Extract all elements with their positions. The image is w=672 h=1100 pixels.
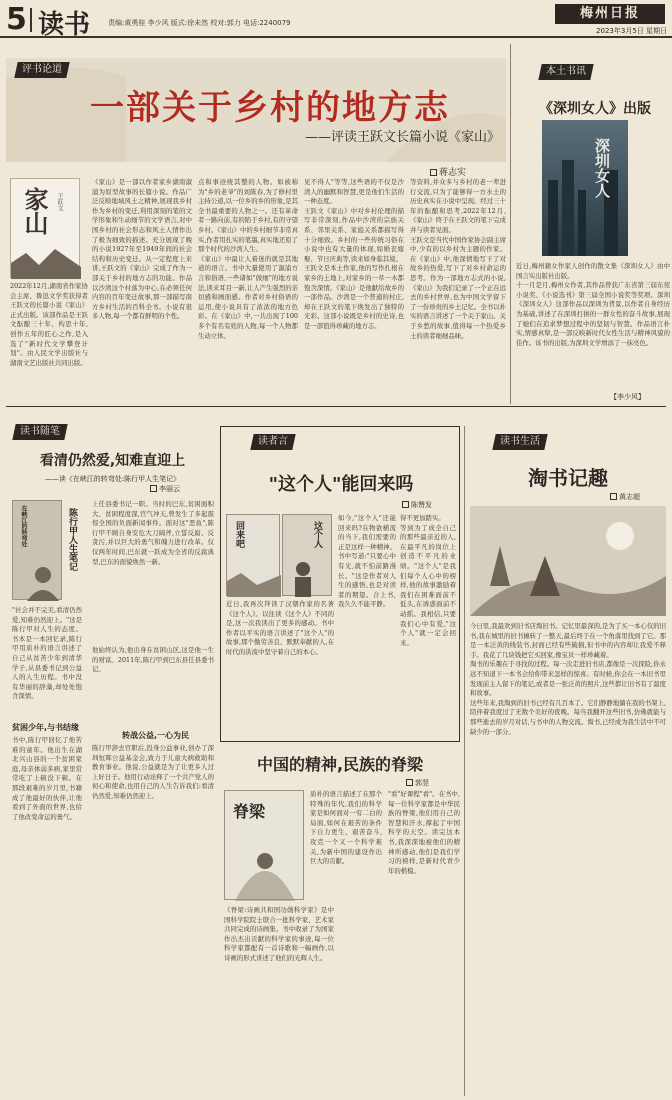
lead-byline: [430, 165, 466, 178]
cover-title: 回来吧: [234, 521, 244, 548]
book-cover-jiliang: [224, 790, 304, 900]
section-tag-lead: 评书论道: [14, 62, 69, 78]
lead-cover-caption: 2022年12月,湖南省作家协会主席、鲁迅文学奖获得者王跃文的长篇小说《家山》正式出版。该部作品是王跃文酝酿三十年、构思十年,创作五年的匠心之作,是入选了"新时代文学攀登计划"。由人民文学出版社与湖南文艺出版社共同出版。: [10, 282, 88, 367]
news-headline: 《深圳女人》出版: [539, 101, 651, 117]
editor-credits: 责编:黄勇桂 李少风 版式:徐未然 校对:郭力 电话:2240079: [108, 19, 291, 27]
cover-mountain-image: [11, 243, 81, 279]
book-cover-jiashan: [10, 178, 80, 278]
byline-box-icon: [406, 779, 413, 786]
life-author-name: 黄志超: [619, 493, 640, 501]
lead-author-name: 蒋志实: [439, 168, 467, 178]
book-cover-b: [282, 514, 332, 596]
essay-subhead-1: 贫困少年,与书结缘: [12, 723, 80, 732]
painting-image: [470, 506, 666, 616]
essay-author-name: 李丽云: [159, 485, 180, 493]
news-author-name: 李少风: [617, 393, 638, 401]
essay-body-col4: 他始终认为,他出身在贫困山区,这是他一生的财富。2011年,陈行甲到巴东县任县委书记。: [92, 646, 214, 674]
spirit-body-col3: "看"好课程"看"。在书中,每一位科学家都是中华民族的脊梁,他们用自己的智慧和汗水,撑起了中国科学的天空。读完这本书,我深深地被他们的精神所感动,他们是我们学习的榜样,是新时代青少年的楷模。: [388, 790, 460, 875]
lead-subtitle: ——评读王跃文长篇小说《家山》: [304, 130, 500, 145]
byline-box-icon: [430, 169, 437, 176]
cover-city-image: [542, 120, 628, 256]
cover-title: 在峡江的转弯处: [20, 505, 27, 547]
essay-headline: 看清仍然爱,知难直迎上: [39, 453, 186, 469]
life-body: 今日里,我最欢到旧书店淘旧书。记忆里最深的,是为了买一本心仪的旧书,我在城里的旧书摊转了一整天,最后终于在一个角落里找到了它。那是一本泛黄的线装书,封面已经有些破损,但书中的内容却让我爱不释手。我花了几块钱把它买回家,像宝贝一样珍藏着。 淘书的乐趣在于寻找的过程。每一次走进旧书店,都像是一次探险,你永远不知道下一本书会给你带来怎样的惊喜。有时候,你会在一本旧书里发现前主人留下的笔记,或者是一张泛黄的照片,这些都让旧书有了温度和故事。 这些年来,我淘到的旧书已经有几百本了。它们静静地躺在我的书架上,陪伴着我度过了无数个美好的夜晚。每当我翻开这些旧书,仿佛就能与那些逝去的岁月对话,与书中的人物交流。淘书,已经成为我生活中不可缺少的一部分。: [470, 622, 666, 736]
cover-figure-image: [283, 555, 333, 597]
spirit-byline: [406, 778, 429, 788]
byline-box-icon: [402, 501, 409, 508]
cover-title: 深圳女人: [593, 138, 611, 198]
section-tag-essay: 读书随笔: [12, 424, 67, 440]
reader-author-name: 陈赞发: [411, 501, 432, 509]
essay-body-col2: "社会并不完美,看清仍然爱,知难仍然迎上。"这是陈行甲对人生的态度。书本是一本回忆录,陈行甲用质朴的语言讲述了自己从贫苦少年到清华学子,从县委书记到公益人的人生历程。书中没有华丽的辞藻,却处处饱含深情。: [12, 606, 82, 701]
life-byline: [610, 492, 640, 502]
lead-headline: 一部关于乡村的地方志: [90, 88, 450, 128]
lead-body-col1: 《家山》是一部以作者家乡湖南溆浦为原型故事的长篇小说。作品广泛反映地域风土之精神,展现我乡村作为乡村的变迁,利用深刻的笔的文学形象和生动细节的文学语言,对中国乡村的社会形态和风土人情作出了极为细致的描述。充分展现了晚的小说1927年至1949年间的社会结构和历史变迁。从一定程度上来讲,王跃文的《家山》完成了作为一部关于乡村的地方志的功能。作品以沙湾这个村落为中心,在必须任何内容的百年变迁故事,那一部描写南方乡村生活的百科全书。小说有很多人物,每一个都有鲜明的个性。: [92, 178, 192, 321]
spirit-author-name: 郭竖: [415, 779, 429, 787]
cover-illustration-image: [225, 831, 305, 901]
life-illustration: [470, 506, 666, 616]
news-body: 近日,梅州籍女作家人创作的散文集《深圳女人》由中国言实出版社出版。 十一月是月,梅州女作者,其作品曾获广东省第三届东莞小说奖、《小说选刊》第三届全国小说奖等奖项。深圳《深圳女人》这部作品以深圳为背景,以作者自身经历为基础,讲述了在深圳打拼的一群女性的奋斗故事,展现了她们在追求梦想过程中的坚韧与智慧。作品语言朴实,情感真挚,是一部反映新时代女性生活与精神风貌的佳作。该书的出版,为深圳文学增添了一抹亮色。: [516, 262, 670, 347]
spirit-body-col1: 《脊梁:诗画共和国功勋科学家》是中国科学院院士联合一批科学家、艺术家共同完成的诗画集。书中收录了为国家作出杰出贡献的科学家的事迹,每一位科学家都配有一首诗歌和一幅画作,以诗画的形式讲述了他们的光辉人生。: [224, 906, 334, 962]
book-cover-a: [226, 514, 280, 596]
essay-subtitle: ——读《在峡江的转弯处:陈行甲人生笔记》: [44, 475, 181, 483]
reader-byline: [402, 500, 432, 510]
reader-body-col3: 得不更加踏实。 等到为了成全自己的那些最亲近的人,在最平凡的岗位上创造不平凡的业绩。"这个人"是我们每个人心中的榜样,他的故事激励着我们在困难面前不低头,在诱惑面前不动摇。我相信,只要我们心中有爱,"这个人"就一定会回来。: [400, 514, 456, 647]
essay-body-col3: 书中,陈行甲回忆了他苦难的童年。他出生在湖北兴山县的一个贫困家庭,母亲体弱多病,家里常常吃了上顿没下顿。在那段艰难的岁月里,书籍成了他最好的伙伴,让他看到了外面的世界,也给了他改变命运的勇气。: [12, 736, 82, 821]
byline-box-icon: [150, 485, 157, 492]
cover-title: 这个人: [312, 521, 322, 548]
section-tag-news: 本土书讯: [538, 64, 593, 80]
essay-subhead-2: 转战公益,一心为民: [122, 731, 190, 740]
lead-body-col2: 点和事迹统其整的人物。如被称为"乡的老爷"的刘陈春,为了修村里主持公道,以一位乡的乡的形象,是其全书最重要的人物之一。还有革命者一路向前,有的陷于乡村,有的守望乡村。《家山》中的乡村细节非常真实,作者用扎实的笔墨,真实地还原了那个时代的沙湾人生。 《家山》中最让人着迷的就是其地道的语言。书中大量使用了溆浦方言和俗语,一些诸如"做细"的地方说法,读来耳目一新,让人产生强烈的亲切感和画面感。作者对乡村俗语的运用,使小说具有了浓浓的地方色彩。在《家山》中,一共出现了100多个有名有姓的人物,每一个人物都生动立体。: [198, 178, 298, 340]
section-divider: [6, 406, 666, 407]
lead-body-col4: 等资料,并众多与乡村的老一辈进行交流,只为了能够得一方水土的历史真实在小说中呈现。经过三十年的酝酿和思考,2022年12月,《家山》终于在王跃文的笔下完成并与读者见面。 王跃文是当代中国作家协会副主席中,少有的以乡村为主题的作家。在《家山》中,他深情地写下了对故乡的热爱,写下了对乡村命运的思考。作为一部地方志式的小说,《家山》为我们记录了一个正在远去的乡村世界,也为中国文学留下了一份珍贵的乡土记忆。全书以朴实的语言讲述了一个关于家山、关于乡愁的故事,值得每一个热爱乡土的读者细细品味。: [410, 178, 506, 340]
cover-author: 王跃文: [56, 193, 63, 211]
book-cover-shenzhen-women: [542, 120, 628, 256]
masthead: [0, 0, 672, 38]
rail-divider: [510, 44, 511, 404]
spirit-headline: 中国的精神,民族的脊梁: [256, 755, 424, 774]
cover-title: 脊梁: [233, 802, 266, 821]
masthead-divider: [30, 8, 32, 32]
book-cover-xiajiang: [12, 500, 62, 600]
essay-byline: [150, 484, 180, 494]
reader-body-col1: 近日,我再次拜读了汉朝作家的名著《这个人》。以往读《这个人》不同的是,这一次我读出了更多的感动。书中作者以平实的语言讲述了"这个人"的故事,那个勤劳善良、默默奉献的人,在时代的洪流中坚守着自己的本心。: [226, 600, 334, 656]
reader-body-col2: 如今,"这个人"还能回来吗?在物欲横流的当下,我们需要的正是这样一种精神。书中写道:"只要心中有光,就不怕前路漫长。"这是作者对人生的感悟,也是对读者的期望。合上书,我久久不能平静。: [338, 514, 396, 609]
page-name: 读书: [38, 10, 91, 40]
reader-headline: "这个人"能回来吗: [268, 474, 414, 495]
cover-title: 家山: [20, 187, 49, 235]
cover-portrait-image: [13, 561, 63, 601]
cover-landscape-image: [227, 567, 281, 597]
section-tag-life: 读书生活: [492, 434, 547, 450]
news-byline: 【李少风】: [610, 393, 645, 401]
lead-body-col3: 见不得人"等等,这些语的不仅是沙湾人的幽默和智慧,更是他们生活的一种态度。 王跃文《家山》中对乡村伦理的描写非常深刻,作品中沙湾的宗族关系、邻里关系、家庭关系都描写得十分细致。乡村的一些传统习俗在小说中也有大量的体现,如婚丧嫁娶、节日庆典等,读来如身临其境。 王跃文是本土作家,他的写作扎根在家乡的土地上,对家乡的一草一木都饱含深情。《家山》是他献给故乡的一部作品。沙湾是一个普通的村庄,却在王跃文的笔下焕发出了独特的光彩。这部小说既是乡村的史诗,也是一部值得珍藏的地方志。: [304, 178, 404, 330]
issue-date: 2023年3月5日 星期日: [596, 27, 667, 35]
page-number: 5: [6, 2, 27, 37]
byline-box-icon: [610, 493, 617, 500]
spirit-body-col2: 质朴的语言描述了在那个特殊的年代,我们的科学家是如何面对一穷二白的局面,如何在艰苦的条件下自力更生、艰苦奋斗,攻克一个又一个科学难关,为新中国的建设作出巨大的贡献。: [310, 790, 382, 866]
cover-subtitle: 陈行甲人生笔记: [67, 508, 77, 571]
life-headline: 淘书记趣: [528, 466, 608, 490]
section-tag-reader: 读者言: [250, 434, 295, 450]
right-column-divider: [464, 426, 465, 1096]
paper-name-logo: 梅州日报: [555, 4, 665, 24]
essay-body-col1: 上任县委书记一职。当时的巴东,贫困面积大、贫困程度深,官气冲天,曾发生了多起震惊全国的负面新闻事件。面对这"恶鱼",陈行甲不顾自身安危大刀阔斧,立誓反腐、反贪污,并以巨大的勇气和魄力进行改革。仅仅两年时间,巴东就一跃成为全省的反腐典型,巴东的面貌焕然一新。: [92, 500, 214, 566]
essay-body-col5: 陈行甲辞去官职后,投身公益事业,创办了深圳恒晖公益基金会,致力于儿童大病救助和教育事业。他说,公益就是为了让更多人过上好日子。他用行动诠释了一个共产党人的初心和使命,也用自己的人生告诉我们:看清仍然爱,知难仍然迎上。: [92, 744, 214, 800]
